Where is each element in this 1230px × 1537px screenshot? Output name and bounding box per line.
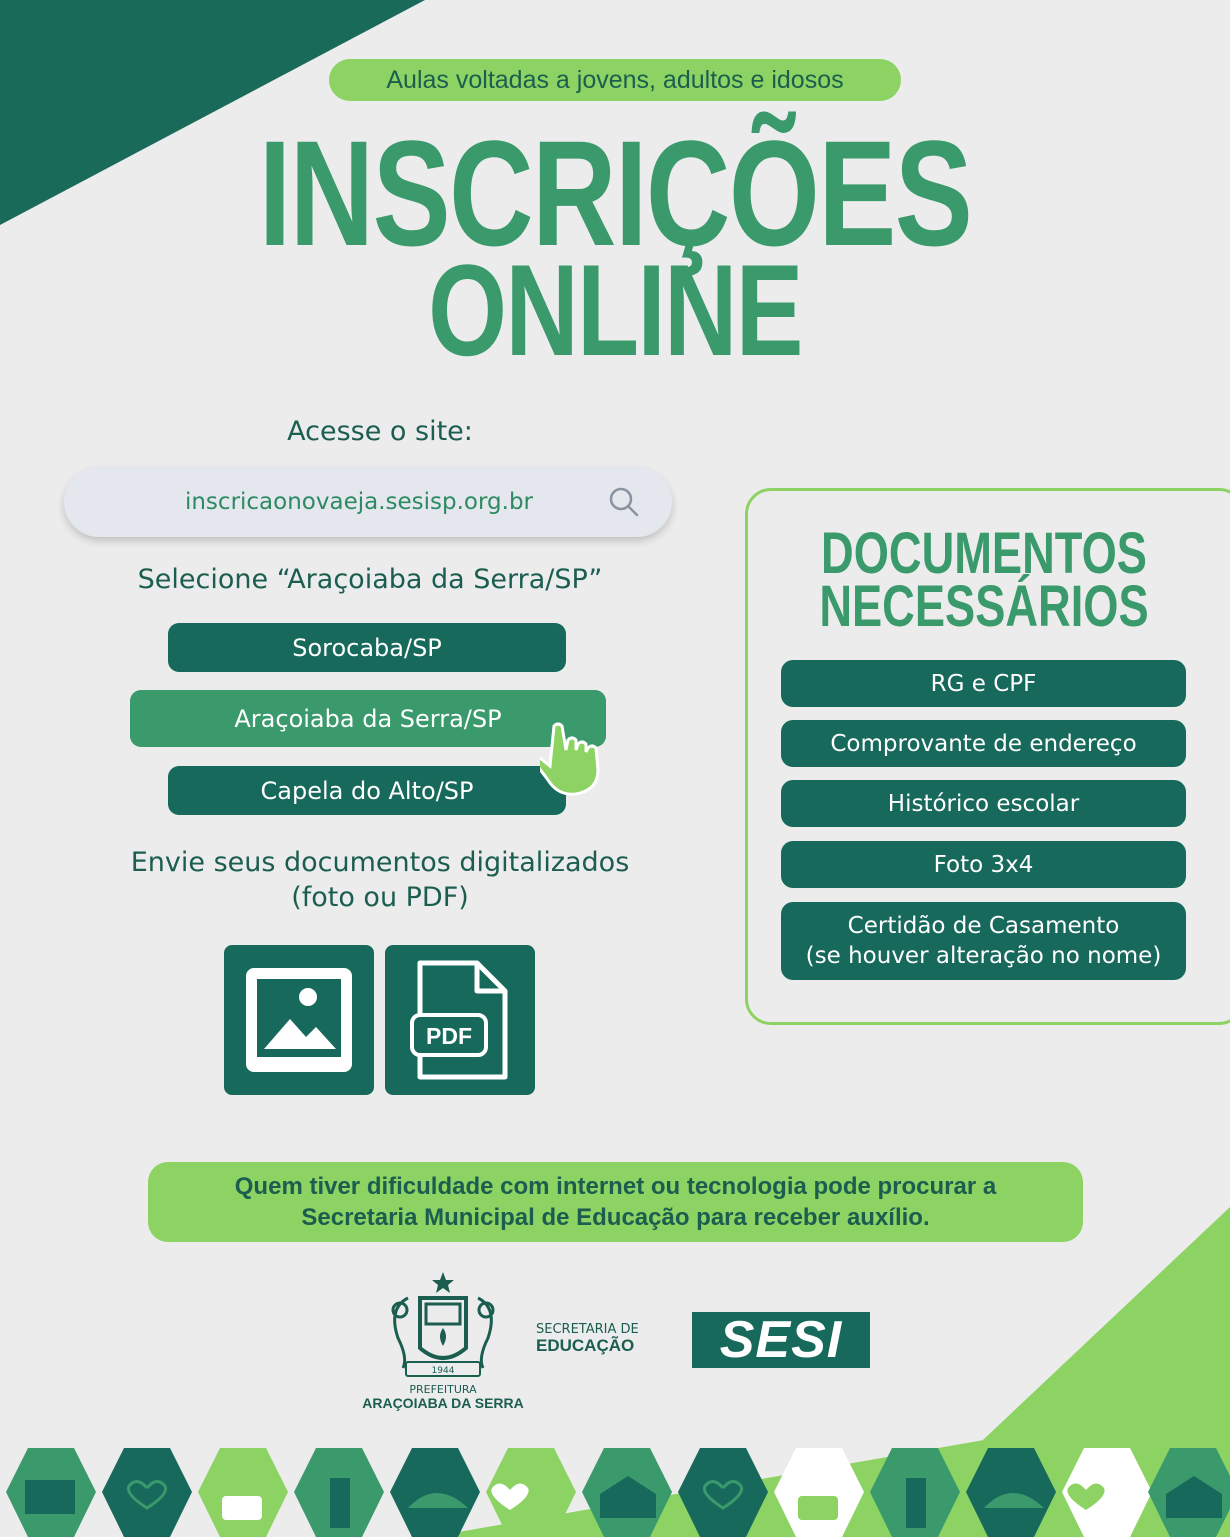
pdf-label: PDF <box>426 1023 472 1049</box>
hexagon-house-icon <box>582 1448 672 1537</box>
send-line1: Envie seus documentos digitalizados <box>130 847 630 878</box>
certidao-line1: Certidão de Casamento <box>847 913 1120 939</box>
main-title-line2: ONLINE <box>428 237 802 383</box>
hexagon-landscape-icon <box>390 1448 480 1537</box>
hexagon-island-icon-2 <box>1062 1448 1152 1537</box>
help-notice <box>148 1162 1083 1242</box>
city-option-capela-do-alto[interactable]: Capela do Alto/SP <box>168 766 566 815</box>
city-option-aracoiaba[interactable]: Araçoiaba da Serra/SP <box>130 690 606 747</box>
document-item-comprovante: Comprovante de endereço <box>781 720 1186 767</box>
pdf-file-icon <box>385 945 535 1095</box>
main-title-line1: INSCRIÇÕES <box>258 109 972 277</box>
hexagon-heart-logo-icon-2 <box>678 1448 768 1537</box>
documents-title-line1: DOCUMENTOS <box>821 521 1147 586</box>
access-label: Acesse o site: <box>287 416 473 447</box>
hexagon-sprout-icon <box>198 1448 288 1537</box>
image-icon <box>224 945 374 1095</box>
documents-title <box>798 521 1171 639</box>
pointing-hand-icon <box>540 718 620 798</box>
prefeitura-label: PREFEITURA <box>409 1383 477 1396</box>
hexagon-sprout-icon-2 <box>774 1448 864 1537</box>
hexagon-landscape-icon-2 <box>966 1448 1056 1537</box>
hexagon-chapel-icon <box>294 1448 384 1537</box>
hexagon-house-icon-2 <box>1148 1448 1230 1537</box>
help-line1: Quem tiver dificuldade com internet ou tecnologia pode procurar a <box>234 1173 997 1200</box>
document-item-historico: Histórico escolar <box>781 780 1186 827</box>
send-line2: (foto ou PDF) <box>291 882 469 913</box>
certidao-line2: (se houver alteração no nome) <box>805 943 1162 969</box>
sesi-logo: SESI <box>692 1312 870 1368</box>
hexagon-chapel-icon-2 <box>870 1448 960 1537</box>
crest-year: 1944 <box>431 1366 455 1376</box>
help-line2: Secretaria Municipal de Educação para receber auxílio. <box>301 1204 930 1231</box>
secretaria-line2: EDUCAÇÃO <box>536 1336 635 1355</box>
hexagon-heart-logo-icon <box>102 1448 192 1537</box>
document-item-certidao <box>781 902 1186 980</box>
prefeitura-name: ARAÇOIABA DA SERRA <box>362 1395 524 1411</box>
city-option-sorocaba[interactable]: Sorocaba/SP <box>168 623 566 672</box>
url-text[interactable]: inscricaonovaeja.sesisp.org.br <box>184 489 534 515</box>
secretaria-logo <box>536 1322 676 1356</box>
select-city-label: Selecione “Araçoiaba da Serra/SP” <box>137 564 603 595</box>
hexagon-church-icon <box>6 1448 96 1537</box>
documents-title-line2: NECESSÁRIOS <box>819 574 1149 639</box>
document-item-rg-cpf: RG e CPF <box>781 660 1186 707</box>
secretaria-line1: SECRETARIA DE <box>536 1322 639 1337</box>
send-documents-text <box>100 845 660 915</box>
tagline-text: Aulas voltadas a jovens, adultos e idosos <box>386 65 844 94</box>
url-search-bar[interactable] <box>64 467 672 537</box>
search-icon[interactable] <box>604 482 644 522</box>
hexagon-icon-strip <box>0 1448 1230 1537</box>
tagline-badge <box>329 59 901 101</box>
document-item-foto: Foto 3x4 <box>781 841 1186 888</box>
hexagon-island-icon <box>486 1448 576 1537</box>
